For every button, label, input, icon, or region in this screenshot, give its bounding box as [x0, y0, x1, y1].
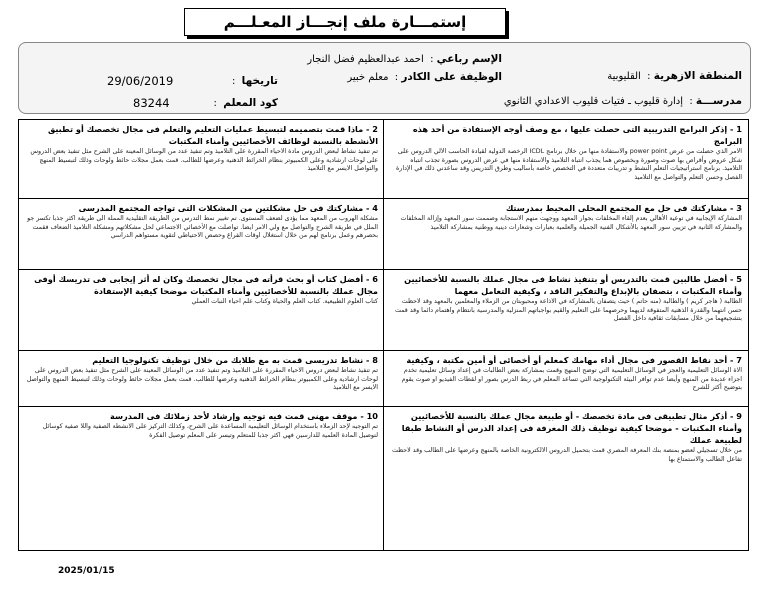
- question-answer: تم تنفيذ نشاط لبعض الدروس مادة الاحياء المقررة على التلاميذ وتم تنفيذ عدد من الوسائل المعينة على الشرح مثل تنفيذ بعض الدروس على لوحات ارشادية وعلى الكمبيوتر بنظام الخرائط الذهنية وعرضها للطالب. قمت بعمل مجلات حائط ولوحات وذلك لتبسيط المنهج والتواصل الايسر مع التلاميذ: [30, 148, 378, 173]
- zone-field: المنطقة الازهرية : القليوبية: [607, 70, 742, 82]
- questions-grid: [18, 119, 749, 551]
- zone-value: القليوبية: [607, 71, 641, 82]
- info-panel: [18, 42, 751, 114]
- question-answer: الاة الوسائل التعليمية والعجز في الوسائل التعليمية التي توضح المنهج وقمت بمشاركة بعض الطالبات في إعداد وسائل تعليمية تخدم اجزاء عديدة من المنهج وأيضا عدم توافر البيئة التكنولوجية التي تساعد المعلم في ربط الدرس بصور او لقطات الفيديو او صوت يقوم بتوضيح أكثر للشرح: [401, 367, 742, 392]
- question-heading: 8 - نشاط تدريسى قمت به مع طلابك من خلال توظيف تكنولوجيا التعليم: [92, 355, 378, 365]
- school-value: إدارة قليوب ـ فتيات قليوب الاعدادي الثانوي: [503, 96, 684, 107]
- school-label: مدرســـة: [695, 95, 742, 107]
- question-cell-6: [19, 270, 384, 350]
- question-answer: الطالبة ( هاجر كريم ) والطالبة (منه حاتم ) حيث يتصفان بالمشاركة في الاذاعة ومحبوبتان من الزملاء والمعلمين بالمعهد وقد لاحظت حسن انتهما والقدرة الذهنية المتفوقة لديهما وحرصهما على التعليم والقيم بواجباتهم المنزلية والمدرسية بانتظام واهتمام دائما وقد قمت بتشجيعهما من خلال مسابقات ثقافية داخل الفصل: [394, 298, 742, 323]
- name-field: الإسم رباعي : احمد عبدالعظيم فضل النجار: [307, 53, 502, 65]
- zone-label: المنطقة الازهرية: [653, 70, 742, 82]
- date-value: 29/06/2019: [107, 74, 174, 88]
- question-cell-10: [19, 407, 384, 550]
- question-answer: كتاب العلوم الطبيعية. كتاب العلم والحياة وكتاب علم احياء النبات العملي: [191, 298, 378, 305]
- question-heading: 1 - إذكر البرامج التدريبية التى حصلت عليها ، مع وصف أوجه الإستفادة من أحد هذه البرامج: [412, 124, 742, 146]
- school-field: مدرســـة : إدارة قليوب ـ فتيات قليوب الاعدادي الثانوي: [503, 95, 742, 107]
- job-field: الوظيفة على الكادر : معلم خبير: [347, 71, 502, 83]
- job-value: معلم خبير: [347, 72, 389, 83]
- form-title: إستمـــارة ملف إنجـــاز المعـلـــم: [184, 8, 506, 36]
- question-heading: 4 - مشاركتك فى حل مشكلتين من المشكلات التى تواجه المجتمع المدرسى: [78, 203, 378, 213]
- code-label: كود المعلم: [223, 97, 278, 109]
- question-cell-4: [19, 199, 384, 269]
- question-cell-2: [19, 120, 384, 198]
- question-cell-3: [383, 199, 748, 269]
- question-answer: تم تنفيذ نشاط لبعض دروس الاحياء المقررة على التلاميذ وتم تنفيذ عدد من الوسائل المعينة على الشرح مثل تنفيذ بعض الدروس على لوحات ارشادية وعلى الكمبيوتر بنظام الخرائط الذهنية وعرضها للطالب. قمت بعمل مجلات حائط ولوحات وذلك لتبسيط المنهج والتواصل الايسر مع التلاميذ: [26, 367, 378, 392]
- question-heading: 10 - موقف مهنى قمت فيه توجيه وإرشاد لأحد زملائك فى المدرسة: [109, 411, 378, 421]
- question-heading: 2 - ماذا قمت بتصميمه لتبسيط عمليات التعليم والتعلم فى مجال تخصصك أو تطبيق الأنشطة بالنسبة لوظائف الأخصائيين وأمناء المكتبات: [47, 124, 378, 146]
- question-answer: مشكلة الهروب من المعهد مما يؤدى لضعف المستوى. تم تغيير نمط التدرس من الطريقة التقليدية المملة الى طريقة اكثر جذبا تكسر جو الملل في طريقة الشرح والتواصل مع ولي الامر ايضا. تواصلت مع الأخصائي الاجتماعي لحل مشكلاتهم ومشكلة التلاميذ الضعاف فقمت بحصرهم وعمل برنامج لهم من خلال استغلال اوقات الفراغ وحصص الاحتياطي لتقوية مستواهم الدراسي: [27, 215, 378, 240]
- question-answer: تم التوجيه لإحد الزملاء باستخدام الوسائل التعليمية المساعدة على الشرح، وكذلك التركيز على الانشطة الصفية واللا صفية كوسائل لتوصيل المادة العلمية للدارسين فهي اكثر جذبا للمتعلم وتيسر على المعلم توصيل الفكرة: [42, 423, 378, 439]
- name-value: احمد عبدالعظيم فضل النجار: [307, 54, 424, 65]
- question-cell-5: [383, 270, 748, 350]
- code-label-field: كود المعلم :: [213, 97, 278, 109]
- name-label: الإسم رباعي: [436, 53, 502, 65]
- code-value: 83244: [133, 96, 170, 110]
- footer-date: 2025/01/15: [58, 566, 115, 576]
- question-cell-9: [383, 407, 748, 550]
- question-heading: 5 - أفضل طالبين قمت بالتدريس أو بتنفيذ نشاط فى مجال عملك بالنسبة للأخصائيين وأمناء المكتبات ، بتصفان بالإبداع والتفكير الناقد ، وكيفية التعامل معهما: [404, 274, 742, 296]
- question-cell-1: [383, 120, 748, 198]
- question-answer: المشاركة الإيجابية في توعية الأهالي بعدم إلقاء المخلفات بجوار المعهد ووجهت منهم الاستجابة وصممت سور المعهد وإزالة المخلفات والمشاركة الثانية في تزيين سور المعهد بالأشكال الفنية الجميلة والعلمية بعبارات وشعارات دينية ووطنية بمشاركة التلاميذ: [400, 215, 742, 231]
- question-heading: 9 - أذكر مثال تطبيقى فى مادة تخصصك - أو طبيعة مجال عملك بالنسبة للأخصائيين وأمناء المكتبات - موضحا كيفية توظيف ذلك المعرفة فى إعداد الدرس أو النشاط طبقا لطبيعة عملك: [401, 411, 742, 445]
- date-label: تاريخها: [241, 75, 278, 87]
- question-answer: الامر الذي حصلت من عرض power point والاستفادة منها من خلال برنامج ICDL الرخصة الدولية لقيادة الحاسب الالي الدروس على شكل عروض وأقراص بها صوت وصورة وبخصوص هما يجذب انتباه التلاميذ والاستفادة منها في عرض الدروس بصورة تجذب انتباه التلاميذ. برنامج استراتيجيات التعلم النشط و تدريبات متعددة في التخصص خاصة بأساليب وطرق التدريس وقد ساعدني ذلك في الإدارة الفصل وحسن التعلم والتواصل مع التلاميذ: [396, 148, 742, 181]
- question-heading: 3 - مشاركتك فى حل مع المجتمع المحلى المحيط بمدرستك: [505, 203, 742, 213]
- question-cell-8: [19, 351, 384, 406]
- question-cell-7: [383, 351, 748, 406]
- question-answer: من خلال تسجيلي لعضو بمنصة بنك المعرفة المصري قمت بتحميل الدروس الالكترونية الخاصة بالمنهج وعرضها على الطالب وقد لاحظت تفاعل الطالب والاستمتاع بها: [391, 447, 742, 463]
- question-heading: 7 - أحد نقاط القصور فى مجال أداء مهامك كمعلم أو أخصائى أو أمين مكتبة ، وكيفية: [406, 355, 742, 365]
- question-heading: 6 - أفضل كتاب أو بحث قرأته فى مجال تخصصك وكان له أثر إيجابى فى تدريسك أوفى مجال عملك بالنسبة للأخصائيين وأمناء المكتبات موضحا كيفية الإستفادة: [34, 274, 378, 296]
- date-label-field: تاريخها :: [231, 75, 278, 87]
- job-label: الوظيفة على الكادر: [401, 71, 502, 83]
